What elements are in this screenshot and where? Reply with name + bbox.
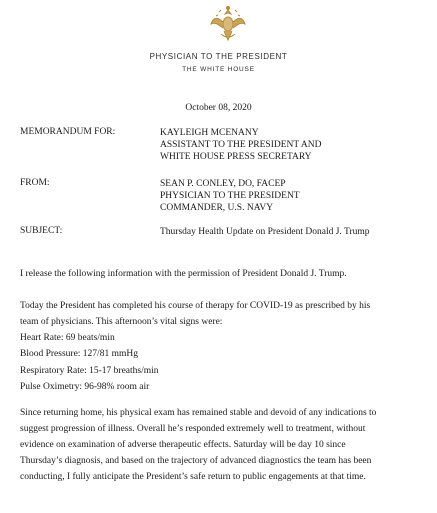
header-subtitle: THE WHITE HOUSE: [182, 66, 255, 73]
memo-for-line: ASSISTANT TO THE PRESIDENT AND: [160, 140, 322, 151]
vital-pulse-oximetry: Pulse Oximetry: 96-98% room air: [20, 382, 150, 393]
header-title: PHYSICIAN TO THE PRESIDENT: [149, 52, 288, 61]
memo-for-label: MEMORANDUM FOR:: [20, 127, 116, 137]
therapy-line: Today the President has completed his course of therapy for COVID-19 as prescribed by his: [20, 301, 371, 311]
presidential-seal-icon: [209, 4, 247, 44]
closing-paragraph: [20, 405, 420, 485]
closing-line: Thursday’s diagnosis, and based on the trajectory of advanced diagnostics the team has been: [20, 456, 372, 466]
vital-respiratory-rate: Respiratory Rate: 15-17 breaths/min: [20, 365, 159, 376]
closing-line: evidence on examination of adverse therapeutic effects. Saturday will be day 10 since: [20, 440, 346, 450]
therapy-line: team of physicians. This afternoon’s vital signs were:: [20, 317, 223, 327]
closing-line: conducting, I fully anticipate the President’s safe return to public engagements at that time.: [20, 472, 366, 482]
memo-for-recipient: [160, 127, 321, 164]
intro-paragraph: I release the following information with the permission of President Donald J. Trump.: [20, 269, 347, 279]
subject-label: SUBJECT:: [20, 226, 63, 236]
therapy-paragraph: [20, 298, 420, 330]
from-sender: [160, 178, 300, 215]
vital-signs-list: [20, 330, 159, 396]
subject-text: Thursday Health Update on President Donald J. Trump: [160, 227, 370, 237]
from-line: COMMANDER, U.S. NAVY: [160, 203, 274, 214]
vital-blood-pressure: Blood Pressure: 127/81 mmHg: [20, 349, 138, 360]
closing-line: suggest progression of illness. Overall he’s responded extremely well to treatment, without: [20, 424, 366, 434]
memo-for-line: WHITE HOUSE PRESS SECRETARY: [160, 152, 312, 163]
from-label: FROM:: [20, 178, 50, 188]
memo-date: October 08, 2020: [185, 103, 252, 113]
memo-for-line: KAYLEIGH MCENANY: [160, 128, 259, 138]
vital-heart-rate: Heart Rate: 69 beats/min: [20, 333, 115, 343]
closing-line: Since returning home, his physical exam has remained stable and devoid of any indications to: [20, 408, 377, 418]
from-line: SEAN P. CONLEY, DO, FACEP: [160, 179, 286, 189]
from-line: PHYSICIAN TO THE PRESIDENT: [160, 191, 300, 202]
